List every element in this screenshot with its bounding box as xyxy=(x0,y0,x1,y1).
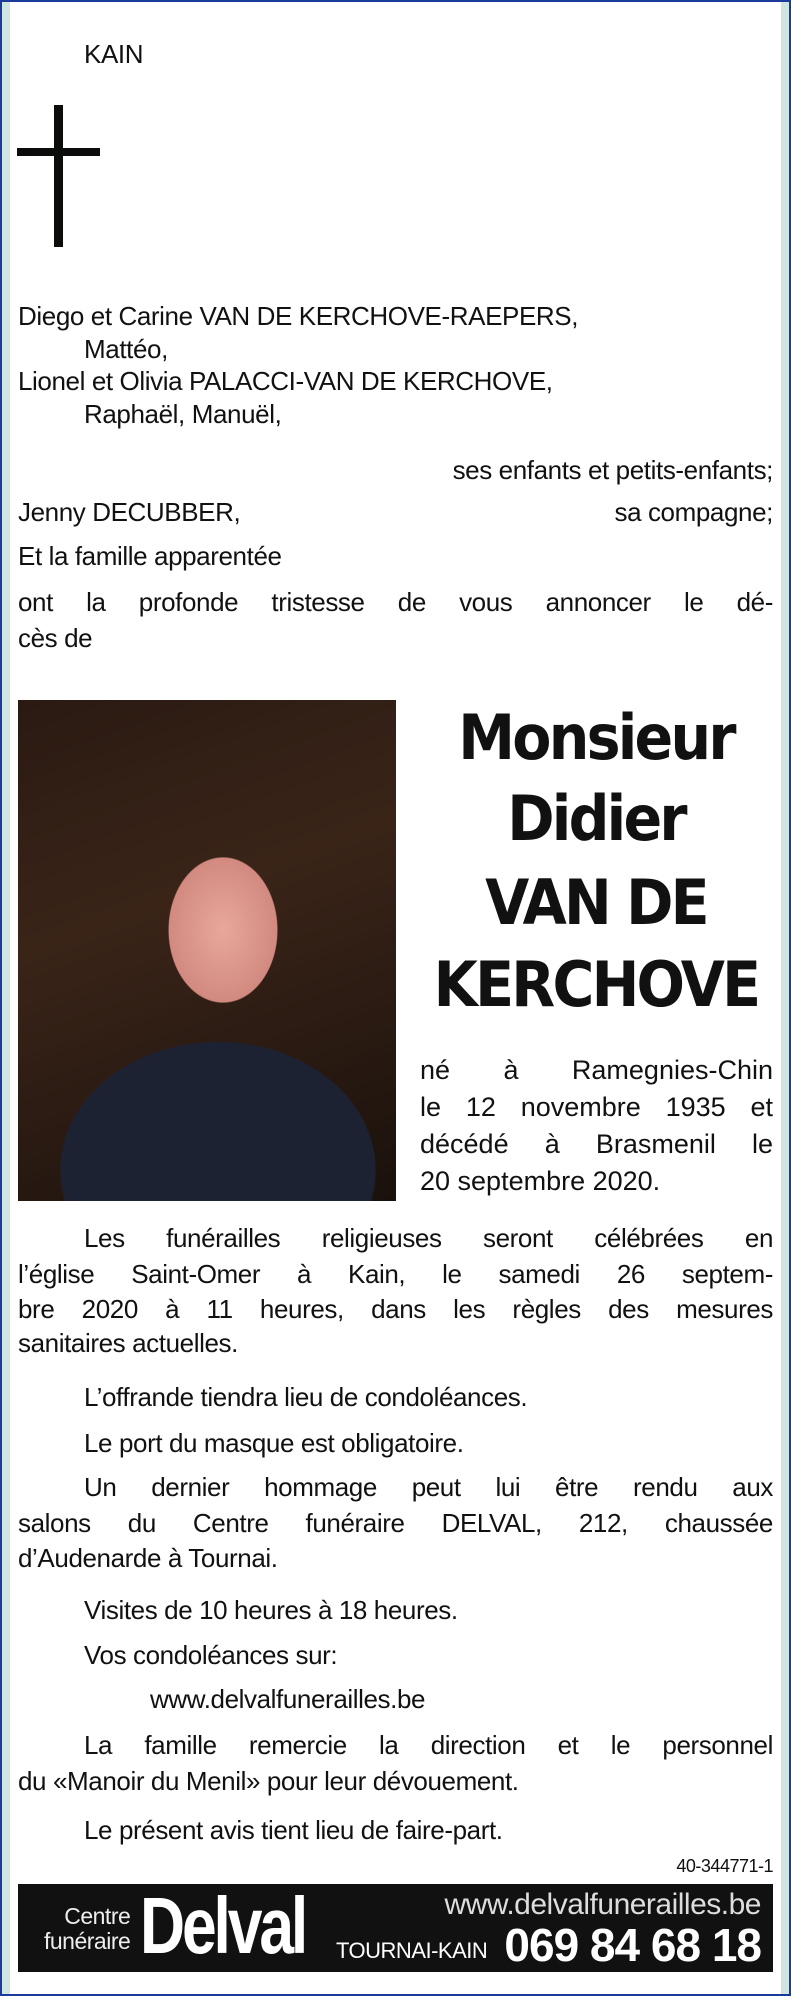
bio-line: né à Ramegnies-Chin xyxy=(420,1055,773,1085)
body-line: Vos condoléances sur: xyxy=(84,1640,338,1670)
family-relation: ses enfants et petits-enfants; xyxy=(452,455,773,485)
body-line: bre 2020 à 11 heures, dans les règles des mesures xyxy=(18,1294,773,1324)
family-line: Mattéo, xyxy=(84,334,168,364)
family-relation: sa compagne; xyxy=(614,497,773,527)
body-line: L’offrande tiendra lieu de condoléances. xyxy=(84,1382,528,1412)
bio-line: le 12 novembre 1935 et xyxy=(420,1092,773,1122)
funeral-home-banner xyxy=(18,1881,773,1972)
left-margin-strip xyxy=(2,2,10,1994)
body-line: La famille remercie la direction et le personnel xyxy=(84,1730,773,1760)
condolence-url[interactable]: www.delvalfunerailles.be xyxy=(150,1684,426,1714)
body-line: du «Manoir du Menil» pour leur dévouement. xyxy=(18,1766,519,1796)
right-margin-strip xyxy=(781,2,789,1994)
family-line: Jenny DECUBBER, xyxy=(18,497,241,527)
body-line: sanitaires actuelles. xyxy=(18,1328,238,1358)
deceased-last-name: KERCHOVE xyxy=(433,948,759,1021)
announcement-line: ont la profonde tristesse de vous annoncer le dé- xyxy=(18,587,773,617)
family-line: Diego et Carine VAN DE KERCHOVE-RAEPERS, xyxy=(18,301,579,331)
family-line: Et la famille apparentée xyxy=(18,541,282,571)
family-line: Raphaël, Manuël, xyxy=(84,399,282,429)
banner-phone: 069 84 68 18 xyxy=(504,1919,761,1971)
announcement-line: cès de xyxy=(18,623,93,653)
deceased-first-name: Didier xyxy=(507,782,685,855)
banner-city: TOURNAI-KAIN xyxy=(336,1938,488,1963)
bio-line: 20 septembre 2020. xyxy=(420,1166,661,1196)
body-line: Les funérailles religieuses seront célébrées en xyxy=(84,1223,773,1253)
body-line: Le présent avis tient lieu de faire-part. xyxy=(84,1815,503,1845)
body-line: Le port du masque est obligatoire. xyxy=(84,1428,464,1458)
deceased-title: Monsieur xyxy=(458,701,734,774)
reference-number: 40-344771-1 xyxy=(676,1856,773,1876)
body-line: l’église Saint-Omer à Kain, le samedi 26 septem- xyxy=(18,1259,773,1289)
bio-line: décédé à Brasmenil le xyxy=(420,1129,773,1159)
banner-centre-label xyxy=(44,1904,130,1954)
banner-url[interactable]: www.delvalfunerailles.be xyxy=(444,1888,761,1921)
body-line: Un dernier hommage peut lui être rendu aux xyxy=(84,1472,773,1502)
location: KAIN xyxy=(84,39,144,69)
body-line: Visites de 10 heures à 18 heures. xyxy=(84,1595,458,1625)
centre-label: Centre xyxy=(64,1903,131,1929)
brand-logo: Delval xyxy=(140,1881,306,1970)
body-line: d’Audenarde à Tournai. xyxy=(18,1543,278,1573)
funeraire-label: funéraire xyxy=(44,1928,131,1954)
family-line: Lionel et Olivia PALACCI-VAN DE KERCHOVE, xyxy=(18,366,553,396)
deceased-last-name: VAN DE xyxy=(485,866,707,939)
body-line: salons du Centre funéraire DELVAL, 212, chaussée xyxy=(18,1508,773,1538)
deceased-photo xyxy=(18,700,396,1201)
